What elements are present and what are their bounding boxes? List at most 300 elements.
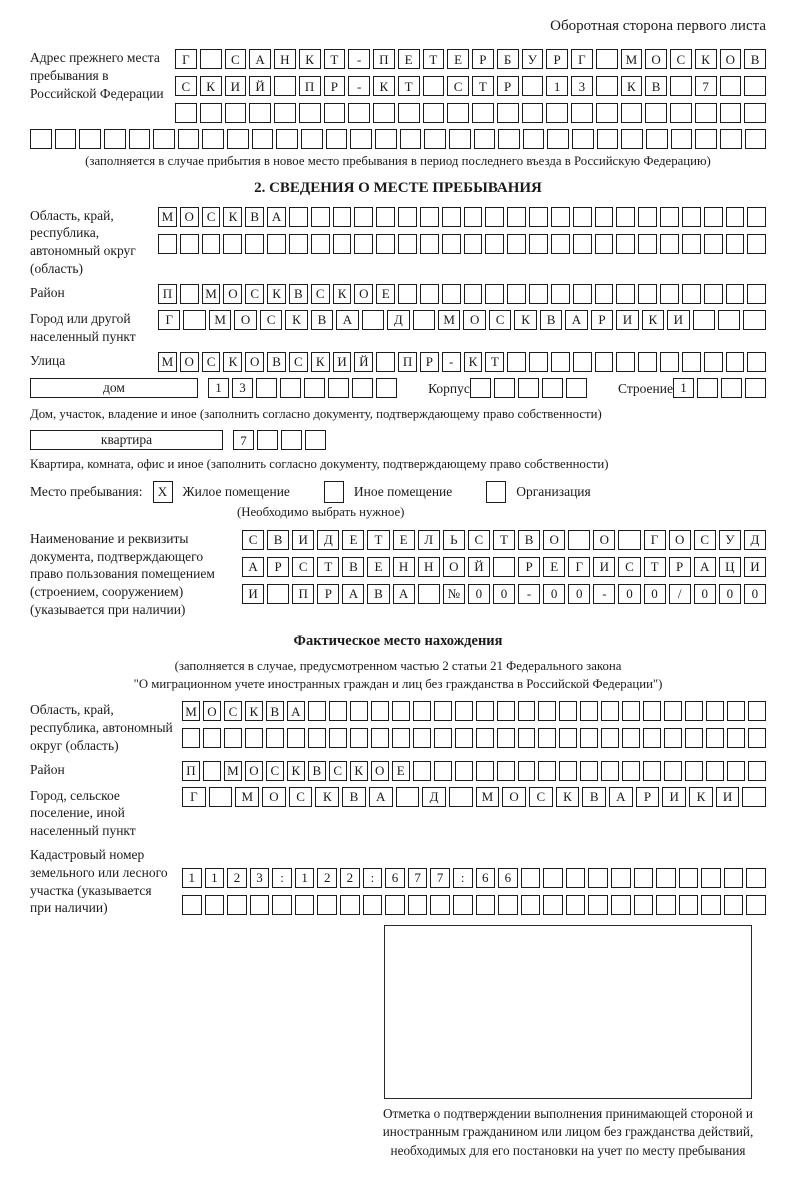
char-cell[interactable] [546,103,568,123]
char-cell[interactable] [326,129,348,149]
char-cell[interactable] [272,895,292,915]
char-cell[interactable]: О [180,352,199,372]
char-cell[interactable] [580,701,598,721]
char-cell[interactable] [682,352,701,372]
char-cell[interactable] [274,76,296,96]
char-cell[interactable] [727,761,745,781]
char-cell[interactable]: О [593,530,615,550]
char-cell[interactable] [449,129,471,149]
char-cell[interactable]: А [694,557,716,577]
char-cell[interactable] [245,234,264,254]
char-cell[interactable] [507,207,526,227]
char-cell[interactable] [329,728,347,748]
char-cell[interactable] [267,584,289,604]
char-cell[interactable] [664,728,682,748]
char-cell[interactable] [682,284,701,304]
char-cell[interactable] [724,895,744,915]
char-cell[interactable]: С [242,530,264,550]
char-cell[interactable]: В [540,310,562,330]
char-cell[interactable]: Р [591,310,613,330]
char-cell[interactable]: С [245,284,264,304]
char-cell[interactable]: - [593,584,615,604]
char-cell[interactable] [423,103,445,123]
char-cell[interactable] [392,701,410,721]
char-cell[interactable] [726,352,745,372]
char-cell[interactable] [202,129,224,149]
char-cell[interactable]: - [518,584,540,604]
char-cell[interactable] [350,701,368,721]
char-cell[interactable]: Т [367,530,389,550]
char-cell[interactable] [695,129,717,149]
char-cell[interactable]: С [266,761,284,781]
char-cell[interactable] [371,701,389,721]
char-cell[interactable] [645,103,667,123]
char-cell[interactable]: Й [354,352,373,372]
char-cell[interactable] [295,895,315,915]
char-cell[interactable] [646,129,668,149]
char-cell[interactable] [453,895,473,915]
char-cell[interactable] [670,103,692,123]
char-cell[interactable] [551,234,570,254]
char-cell[interactable]: О [203,701,221,721]
char-cell[interactable]: О [245,352,264,372]
char-cell[interactable] [430,895,450,915]
char-cell[interactable]: С [292,557,314,577]
char-cell[interactable]: У [719,530,741,550]
char-cell[interactable]: Р [636,787,660,807]
char-cell[interactable]: 7 [695,76,717,96]
char-cell[interactable] [485,284,504,304]
char-cell[interactable] [129,129,151,149]
char-cell[interactable]: Т [485,352,504,372]
char-cell[interactable]: 3 [571,76,593,96]
char-cell[interactable]: С [618,557,640,577]
char-cell[interactable]: В [267,530,289,550]
char-cell[interactable] [573,352,592,372]
char-cell[interactable]: С [289,787,313,807]
char-cell[interactable] [348,103,370,123]
char-cell[interactable] [573,207,592,227]
char-cell[interactable]: А [242,557,264,577]
char-cell[interactable]: А [393,584,415,604]
char-cell[interactable] [392,728,410,748]
char-cell[interactable]: И [225,76,247,96]
char-cell[interactable]: Е [447,49,469,69]
char-cell[interactable]: В [518,530,540,550]
char-cell[interactable]: К [695,49,717,69]
char-cell[interactable] [250,895,270,915]
char-cell[interactable] [376,234,395,254]
char-cell[interactable] [464,284,483,304]
char-cell[interactable] [324,103,346,123]
char-cell[interactable] [559,728,577,748]
char-cell[interactable] [363,895,383,915]
char-cell[interactable] [227,895,247,915]
char-cell[interactable] [289,207,308,227]
char-cell[interactable] [572,129,594,149]
char-cell[interactable]: 1 [673,378,694,398]
char-cell[interactable]: Й [249,76,271,96]
char-cell[interactable] [529,234,548,254]
char-cell[interactable] [679,868,699,888]
char-cell[interactable]: И [333,352,352,372]
char-cell[interactable] [726,234,745,254]
char-cell[interactable]: С [670,49,692,69]
char-cell[interactable] [634,868,654,888]
char-cell[interactable] [595,207,614,227]
char-cell[interactable]: Г [644,530,666,550]
char-cell[interactable] [498,895,518,915]
char-cell[interactable]: Р [546,49,568,69]
char-cell[interactable] [643,701,661,721]
char-cell[interactable] [398,207,417,227]
char-cell[interactable] [566,895,586,915]
char-cell[interactable]: № [443,584,465,604]
char-cell[interactable] [376,352,395,372]
char-cell[interactable]: К [315,787,339,807]
char-cell[interactable] [571,103,593,123]
char-cell[interactable]: В [582,787,606,807]
char-cell[interactable] [685,728,703,748]
char-cell[interactable]: 0 [618,584,640,604]
char-cell[interactable] [311,207,330,227]
char-cell[interactable] [551,352,570,372]
char-cell[interactable] [442,284,461,304]
char-cell[interactable]: П [398,352,417,372]
char-cell[interactable] [746,895,766,915]
char-cell[interactable] [706,701,724,721]
char-cell[interactable] [413,310,435,330]
char-cell[interactable]: О [443,557,465,577]
char-cell[interactable] [299,103,321,123]
char-cell[interactable] [664,761,682,781]
char-cell[interactable] [566,868,586,888]
char-cell[interactable] [638,352,657,372]
char-cell[interactable]: О [543,530,565,550]
char-cell[interactable] [616,284,635,304]
char-cell[interactable] [200,49,222,69]
char-cell[interactable] [643,761,661,781]
char-cell[interactable]: О [245,761,263,781]
char-cell[interactable] [566,378,587,398]
char-cell[interactable]: 0 [644,584,666,604]
char-cell[interactable]: П [158,284,177,304]
char-cell[interactable]: О [645,49,667,69]
char-cell[interactable]: А [342,584,364,604]
char-cell[interactable]: К [287,761,305,781]
char-cell[interactable] [559,701,577,721]
char-cell[interactable] [420,207,439,227]
char-cell[interactable] [311,234,330,254]
char-cell[interactable] [202,234,221,254]
char-cell[interactable] [727,728,745,748]
char-cell[interactable]: А [369,787,393,807]
char-cell[interactable] [518,728,536,748]
char-cell[interactable] [225,103,247,123]
char-cell[interactable] [493,557,515,577]
char-cell[interactable] [497,728,515,748]
char-cell[interactable]: 3 [250,868,270,888]
char-cell[interactable]: 6 [385,868,405,888]
char-cell[interactable]: / [669,584,691,604]
char-cell[interactable] [494,378,515,398]
char-cell[interactable] [408,895,428,915]
char-cell[interactable] [643,728,661,748]
char-cell[interactable]: С [468,530,490,550]
char-cell[interactable] [622,728,640,748]
char-cell[interactable] [267,234,286,254]
char-cell[interactable] [682,207,701,227]
other-premises-checkbox[interactable] [324,481,344,503]
char-cell[interactable]: 6 [498,868,518,888]
char-cell[interactable] [287,728,305,748]
char-cell[interactable]: К [464,352,483,372]
char-cell[interactable] [742,787,766,807]
char-cell[interactable] [224,728,242,748]
char-cell[interactable]: В [267,352,286,372]
char-cell[interactable]: : [363,868,383,888]
char-cell[interactable]: Г [182,787,206,807]
char-cell[interactable] [660,352,679,372]
char-cell[interactable] [596,103,618,123]
char-cell[interactable] [588,895,608,915]
char-cell[interactable] [595,284,614,304]
char-cell[interactable] [616,352,635,372]
char-cell[interactable] [423,76,445,96]
char-cell[interactable]: А [336,310,358,330]
char-cell[interactable]: 1 [205,868,225,888]
char-cell[interactable]: Р [472,49,494,69]
char-cell[interactable] [376,378,397,398]
char-cell[interactable] [30,129,52,149]
char-cell[interactable] [518,761,536,781]
char-cell[interactable] [507,234,526,254]
char-cell[interactable] [580,728,598,748]
char-cell[interactable] [704,284,723,304]
char-cell[interactable] [656,895,676,915]
char-cell[interactable] [464,207,483,227]
char-cell[interactable]: В [245,207,264,227]
char-cell[interactable]: С [260,310,282,330]
char-cell[interactable] [724,868,744,888]
char-cell[interactable]: 1 [182,868,202,888]
char-cell[interactable] [203,728,221,748]
char-cell[interactable] [333,234,352,254]
char-cell[interactable] [679,895,699,915]
char-cell[interactable]: У [522,49,544,69]
char-cell[interactable] [476,895,496,915]
char-cell[interactable]: О [354,284,373,304]
char-cell[interactable] [350,728,368,748]
char-cell[interactable]: П [292,584,314,604]
char-cell[interactable] [522,76,544,96]
char-cell[interactable]: Т [317,557,339,577]
char-cell[interactable] [470,378,491,398]
char-cell[interactable]: С [202,352,221,372]
char-cell[interactable] [398,284,417,304]
char-cell[interactable] [396,787,420,807]
char-cell[interactable]: О [463,310,485,330]
char-cell[interactable] [398,234,417,254]
char-cell[interactable]: М [224,761,242,781]
char-cell[interactable] [158,234,177,254]
char-cell[interactable]: - [442,352,461,372]
char-cell[interactable] [175,103,197,123]
char-cell[interactable] [371,728,389,748]
char-cell[interactable]: Р [267,557,289,577]
char-cell[interactable] [476,761,494,781]
char-cell[interactable] [701,868,721,888]
char-cell[interactable]: : [453,868,473,888]
char-cell[interactable] [538,728,556,748]
char-cell[interactable]: - [348,76,370,96]
char-cell[interactable]: С [224,701,242,721]
char-cell[interactable]: К [621,76,643,96]
char-cell[interactable] [704,352,723,372]
char-cell[interactable]: В [645,76,667,96]
char-cell[interactable] [601,728,619,748]
char-cell[interactable]: Й [468,557,490,577]
char-cell[interactable] [455,728,473,748]
char-cell[interactable] [308,701,326,721]
char-cell[interactable] [747,284,766,304]
char-cell[interactable]: С [289,352,308,372]
char-cell[interactable] [227,129,249,149]
char-cell[interactable] [721,378,742,398]
char-cell[interactable]: Е [393,530,415,550]
char-cell[interactable]: Т [493,530,515,550]
char-cell[interactable] [373,103,395,123]
char-cell[interactable]: 2 [227,868,247,888]
char-cell[interactable] [420,234,439,254]
char-cell[interactable] [706,761,724,781]
char-cell[interactable]: Р [518,557,540,577]
char-cell[interactable] [621,103,643,123]
char-cell[interactable]: Л [418,530,440,550]
char-cell[interactable]: И [292,530,314,550]
char-cell[interactable]: М [438,310,460,330]
char-cell[interactable] [720,76,742,96]
char-cell[interactable] [276,129,298,149]
char-cell[interactable]: Г [568,557,590,577]
char-cell[interactable] [523,129,545,149]
char-cell[interactable] [745,378,766,398]
char-cell[interactable]: 6 [476,868,496,888]
char-cell[interactable]: П [373,49,395,69]
char-cell[interactable]: 0 [744,584,766,604]
char-cell[interactable] [685,761,703,781]
char-cell[interactable] [317,895,337,915]
char-cell[interactable] [301,129,323,149]
char-cell[interactable]: В [367,584,389,604]
char-cell[interactable]: М [202,284,221,304]
char-cell[interactable] [518,378,539,398]
char-cell[interactable]: Ь [443,530,465,550]
char-cell[interactable]: М [182,701,200,721]
char-cell[interactable] [308,728,326,748]
char-cell[interactable] [568,530,590,550]
char-cell[interactable] [671,129,693,149]
char-cell[interactable]: Е [543,557,565,577]
char-cell[interactable]: 0 [543,584,565,604]
char-cell[interactable]: Д [387,310,409,330]
char-cell[interactable] [413,761,431,781]
char-cell[interactable] [474,129,496,149]
char-cell[interactable]: Д [422,787,446,807]
char-cell[interactable] [616,234,635,254]
char-cell[interactable]: К [350,761,368,781]
char-cell[interactable]: 2 [340,868,360,888]
char-cell[interactable]: 1 [546,76,568,96]
char-cell[interactable]: К [373,76,395,96]
char-cell[interactable] [543,868,563,888]
char-cell[interactable] [354,234,373,254]
char-cell[interactable]: К [200,76,222,96]
char-cell[interactable] [693,310,715,330]
char-cell[interactable] [205,895,225,915]
char-cell[interactable] [744,103,766,123]
char-cell[interactable] [685,701,703,721]
char-cell[interactable] [747,207,766,227]
char-cell[interactable] [551,207,570,227]
char-cell[interactable] [79,129,101,149]
char-cell[interactable] [455,761,473,781]
char-cell[interactable] [664,701,682,721]
char-cell[interactable] [434,761,452,781]
char-cell[interactable] [697,378,718,398]
char-cell[interactable] [616,207,635,227]
char-cell[interactable] [507,284,526,304]
char-cell[interactable] [601,701,619,721]
char-cell[interactable] [449,787,473,807]
char-cell[interactable] [333,207,352,227]
char-cell[interactable] [289,234,308,254]
char-cell[interactable]: М [158,352,177,372]
char-cell[interactable] [522,103,544,123]
char-cell[interactable]: В [266,701,284,721]
char-cell[interactable] [743,310,765,330]
char-cell[interactable]: К [285,310,307,330]
char-cell[interactable]: В [289,284,308,304]
char-cell[interactable]: - [348,49,370,69]
char-cell[interactable] [497,103,519,123]
char-cell[interactable] [726,207,745,227]
char-cell[interactable] [329,701,347,721]
char-cell[interactable]: В [744,49,766,69]
char-cell[interactable] [507,352,526,372]
char-cell[interactable]: С [175,76,197,96]
char-cell[interactable] [464,234,483,254]
char-cell[interactable] [203,761,221,781]
char-cell[interactable] [601,761,619,781]
char-cell[interactable] [682,234,701,254]
char-cell[interactable] [413,701,431,721]
char-cell[interactable] [747,352,766,372]
char-cell[interactable] [660,234,679,254]
char-cell[interactable]: О [669,530,691,550]
char-cell[interactable] [257,430,278,450]
char-cell[interactable]: Р [669,557,691,577]
char-cell[interactable]: Р [420,352,439,372]
char-cell[interactable]: Р [497,76,519,96]
char-cell[interactable]: 0 [568,584,590,604]
char-cell[interactable] [249,103,271,123]
char-cell[interactable]: Т [398,76,420,96]
char-cell[interactable] [280,378,301,398]
char-cell[interactable]: М [476,787,500,807]
char-cell[interactable] [634,895,654,915]
char-cell[interactable] [352,378,373,398]
